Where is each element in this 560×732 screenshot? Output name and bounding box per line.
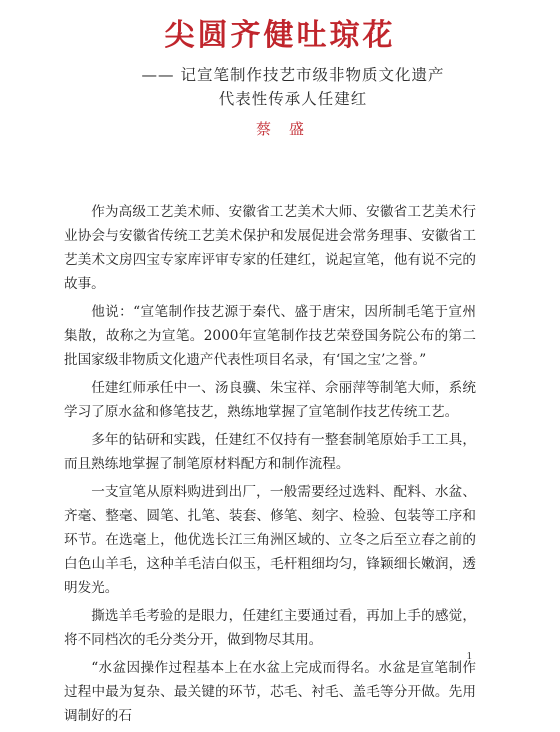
- article-subtitle-line-1: —— 记宣笔制作技艺市级非物质文化遗产: [141, 66, 445, 84]
- paragraph: 他说：“宣笔制作技艺源于秦代、盛于唐宋，因所制毛笔于宣州集散，故称之为宣笔。2000年宣笔制作技艺荣登国务院公布的第二批国家级非物质文化遗产代表性项目名录，有‘国之宝’之誉。”: [64, 304, 476, 368]
- paragraph: 任建红师承任中一、汤良骥、朱宝祥、佘丽萍等制笔大师，系统学习了原水盆和修笔技艺，熟练地掌握了宣笔制作技艺传统工艺。: [64, 380, 476, 420]
- paragraph: 撕选羊毛考验的是眼力，任建红主要通过看，再加上手的感觉，将不同档次的毛分类分开，做到物尽其用。: [64, 608, 476, 648]
- article-author: 蔡盛: [255, 120, 322, 138]
- paragraph: “水盆因操作过程基本上在水盆上完成而得名。水盆是宣笔制作过程中最为复杂、最关键的环节，芯毛、衬毛、盖毛等分开做。先用调制好的石: [64, 660, 476, 724]
- article-title: 尖圆齐健吐琼花: [164, 18, 396, 53]
- paragraph: 一支宣笔从原料购进到出厂，一般需要经过选料、配料、水盆、齐毫、整毫、圆笔、扎笔、装套、修笔、刻字、检验、包装等工序和环节。在选毫上，他优选长江三角洲区域的、立冬之后至立春之前的白色山羊毛，这种羊毛洁白似玉，毛杆粗细均匀，锋颖细长嫩润，透明发光。: [64, 484, 476, 596]
- paragraph: 作为高级工艺美术师、安徽省工艺美术大师、安徽省工艺美术行业协会与安徽省传统工艺美术保护和发展促进会常务理事、安徽省工艺美术文房四宝专家库评审专家的任建红，说起宣笔，他有说不完的故事。: [64, 204, 476, 292]
- page-number: 1: [466, 650, 472, 662]
- paragraph: 多年的钻研和实践，任建红不仅持有一整套制笔原始手工工具，而且熟练地掌握了制笔原材料配方和制作流程。: [64, 432, 476, 472]
- article-body: [64, 200, 476, 732]
- article-subtitle-line-2: 代表性传承人任建红: [218, 90, 368, 108]
